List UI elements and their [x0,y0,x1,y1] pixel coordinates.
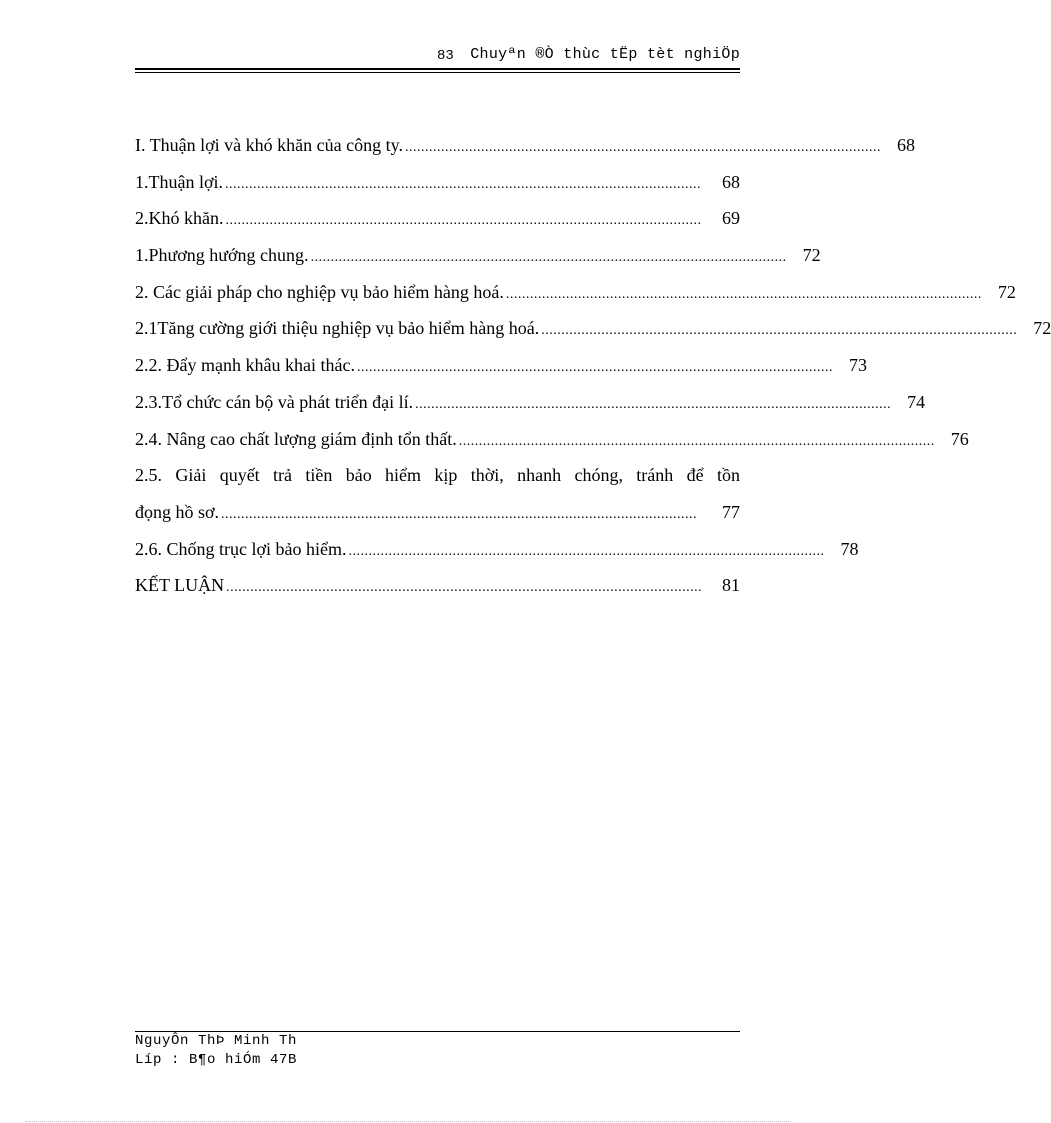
toc-entry-page: 68 [896,135,915,155]
toc-entry-text: 1.Thuận lợi. [135,171,224,192]
toc-entry-text: 2.3.Tổ chức cán bộ và phát triển đại lí. [135,391,414,412]
toc-leader-dots: ....................................................................................................................... [348,543,825,559]
table-of-contents [135,127,1051,604]
toc-leader-dots: ....................................................................................................................... [225,176,702,192]
toc-leader-dots: ....................................................................................................................... [356,360,833,376]
toc-entry-page: 72 [997,281,1016,302]
toc-entry-text: 2. Các giải pháp cho nghiệp vụ bảo hiểm hàng hoá. [135,281,504,302]
toc-entry [135,274,1016,311]
toc-entry-text: 2.Khó khăn. [135,208,224,229]
toc-entry [135,421,969,458]
toc-entry [135,531,859,568]
footer-class: Líp : B¶o hiÓm 47B [135,1052,298,1068]
toc-entry [135,494,740,531]
toc-entry [135,164,740,201]
toc-entry [135,200,740,237]
toc-entry-text: 1.Phương hướng chung. [135,245,309,266]
header-rule-thin [135,72,740,73]
toc-entry [135,347,867,384]
toc-entry-text: 2.6. Chống trục lợi bảo hiểm. [135,538,347,559]
toc-leader-dots: ....................................................................................................................... [505,286,982,302]
page-number: 83 [437,48,454,64]
toc-leader-dots: ....................................................................................................................... [225,213,702,229]
toc-entry-page: 76 [950,428,969,449]
toc-entry-text: 2.4. Nâng cao chất lượng giám định tổn thất. [135,428,457,449]
toc-entry-page: 81 [722,575,740,596]
toc-entry-text: 2.1Tăng cường giới thiệu nghiệp vụ bảo hiểm hàng hoá. [135,318,540,339]
toc-leader-dots: ....................................................................................................................... [415,396,892,412]
toc-entry-page: 78 [840,538,859,559]
toc-entry-page: 77 [722,501,740,522]
toc-entry [135,237,821,274]
footer-author: NguyÔn ThÞ Minh Th [135,1033,298,1049]
toc-entry-page: 72 [802,245,821,266]
toc-leader-dots: ....................................................................................................................... [226,580,703,596]
page-bottom-border [25,1121,791,1122]
toc-entry-page: 72 [1033,318,1051,339]
page-footer [135,1031,740,1070]
toc-entry [135,457,740,494]
toc-leader-dots: ....................................................................................................................... [541,323,1018,339]
toc-entry-page: 74 [907,391,926,412]
header-rule-thick [135,68,740,70]
toc-entry-text: đọng hồ sơ. [135,501,220,522]
toc-leader-dots: ....................................................................................................................... [404,140,881,155]
toc-leader-dots: ....................................................................................................................... [458,433,935,449]
toc-entry [135,127,915,164]
toc-entry-page: 73 [848,355,867,376]
toc-entry [135,567,740,604]
toc-entry [135,310,1051,347]
toc-entry-text: 2.2. Đẩy mạnh khâu khai thác. [135,355,355,376]
toc-leader-dots: ....................................................................................................................... [221,506,698,522]
toc-entry-text: I. Thuận lợi và khó khăn của công ty. [135,135,403,155]
toc-entry [135,384,926,421]
toc-entry-text: 2.5. Giải quyết trả tiền bảo hiểm kịp thời, nhanh chóng, tránh để tồn [135,465,740,486]
toc-entry-page: 68 [722,171,740,192]
toc-entry-page: 69 [722,208,740,229]
header-title: Chuyªn ®Ò thùc tËp tèt nghiÖp [470,46,740,63]
toc-leader-dots: ....................................................................................................................... [310,250,787,266]
page-header [135,44,740,76]
toc-entry-text: KẾT LUẬN [135,575,225,596]
